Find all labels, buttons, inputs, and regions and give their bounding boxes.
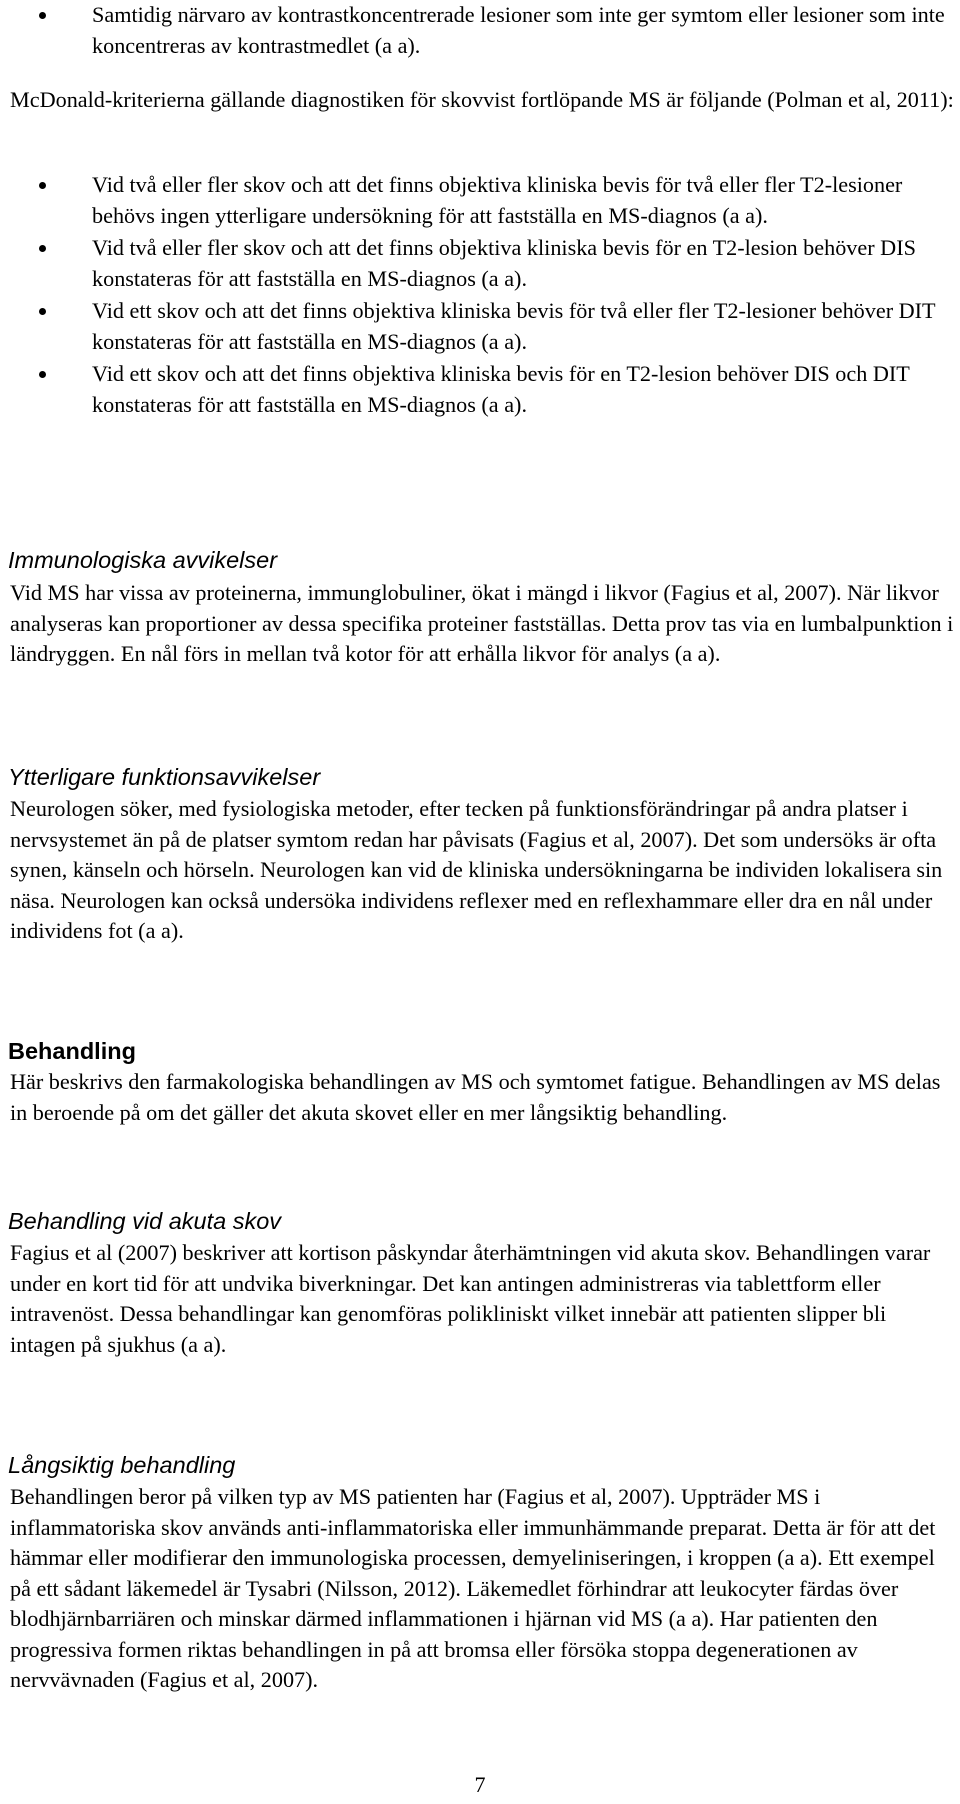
list-item <box>92 296 952 357</box>
bullet-icon <box>39 308 46 315</box>
bullet-icon <box>39 245 46 252</box>
list-item <box>92 170 952 231</box>
section-body-funktionsavvikelser: Neurologen söker, med fysiologiska metoder, efter tecken på funktionsförändringar på andra platser i nervsystemet än på de platser symtom redan har påvisats (Fagius et al, 2007). Det som undersöks är ofta synen, känseln och hörseln. Neurologen kan vid de kliniska undersökningarna be individen lokalisera sin näsa. Neurologen kan också undersöka individens reflexer med en reflexhammare eller dra en nål under individens fot (a a). <box>10 796 943 943</box>
bullet-icon <box>39 182 46 189</box>
section-heading-behandling: Behandling <box>8 1038 136 1064</box>
section-heading-akuta-skov: Behandling vid akuta skov <box>8 1208 282 1234</box>
list-item <box>92 233 952 294</box>
section-body-behandling: Här beskrivs den farmakologiska behandlingen av MS och symtomet fatigue. Behandlingen av MS delas in beroende på om det gäller det akuta skovet eller en mer långsiktig behandling. <box>10 1069 941 1125</box>
section-body-immunologiska: Vid MS har vissa av proteinerna, immunglobuliner, ökat i mängd i likvor (Fagius et al, 2007). När likvor analyseras kan proportioner av dessa specifika proteiner fastställas. Detta prov tas via en lumbalpunktion i ländryggen. En nål förs in mellan två kotor för att erhålla likvor för analys (a a). <box>10 580 954 666</box>
list-item-text: Vid ett skov och att det finns objektiva kliniska bevis för en T2-lesion behöver DIS och DIT konstateras för att fastställa en MS-diagnos (a a). <box>92 361 910 417</box>
list-item-text: Samtidig närvaro av kontrastkoncentrerade lesioner som inte ger symtom eller lesioner som inte koncentreras av kontrastmedlet (a a). <box>92 2 945 58</box>
list-item-text: Vid ett skov och att det finns objektiva kliniska bevis för två eller fler T2-lesioner behöver DIT konstateras för att fastställa en MS-diagnos (a a). <box>92 298 936 354</box>
bullet-icon <box>39 12 46 19</box>
section-body-langsiktig: Behandlingen beror på vilken typ av MS patienten har (Fagius et al, 2007). Uppträder MS i inflammatoriska skov används anti-inflammatoriska eller immunhämmande preparat. Detta är för att det hämmar eller modifierar den immunologiska processen, demyeliniseringen, i kroppen (a a). Ett exempel på ett sådant läkemedel är Tysabri (Nilsson, 2012). Läkemedlet förhindrar att leukocyter färdas över blodhjärnbarriären och minskar därmed inflammationen i hjärnan vid MS (a a). Har patienten den progressiva formen riktas behandlingen in på att bromsa eller försöka stoppa degenerationen av nervvävnaden (Fagius et al, 2007). <box>10 1484 936 1692</box>
mcdonald-intro: McDonald-kriterierna gällande diagnostiken för skovvist fortlöpande MS är följande (Polman et al, 2011): <box>10 87 954 112</box>
section-body-akuta-skov: Fagius et al (2007) beskriver att kortison påskyndar återhämtningen vid akuta skov. Behandlingen varar under en kort tid för att undvika biverkningar. Det kan antingen administreras via tablettform eller intravenöst. Dessa behandlingar kan genomföras polikliniskt vilket innebär att patienten slipper bli intagen på sjukhus (a a). <box>10 1240 931 1357</box>
mcdonald-criteria-list <box>92 170 952 422</box>
top-bullet-list <box>92 0 952 63</box>
section-heading-immunologiska: Immunologiska avvikelser <box>8 547 278 573</box>
list-item <box>92 0 952 61</box>
page-number: 7 <box>474 1772 486 1797</box>
section-heading-funktionsavvikelser: Ytterligare funktionsavvikelser <box>8 764 321 790</box>
section-heading-langsiktig: Långsiktig behandling <box>8 1452 236 1478</box>
list-item-text: Vid två eller fler skov och att det finns objektiva kliniska bevis för två eller fler T2-lesioner behövs ingen ytterligare undersökning för att fastställa en MS-diagnos (a a). <box>92 172 903 228</box>
bullet-icon <box>39 371 46 378</box>
list-item <box>92 359 952 420</box>
list-item-text: Vid två eller fler skov och att det finns objektiva kliniska bevis för en T2-lesion behöver DIS konstateras för att fastställa en MS-diagnos (a a). <box>92 235 916 291</box>
